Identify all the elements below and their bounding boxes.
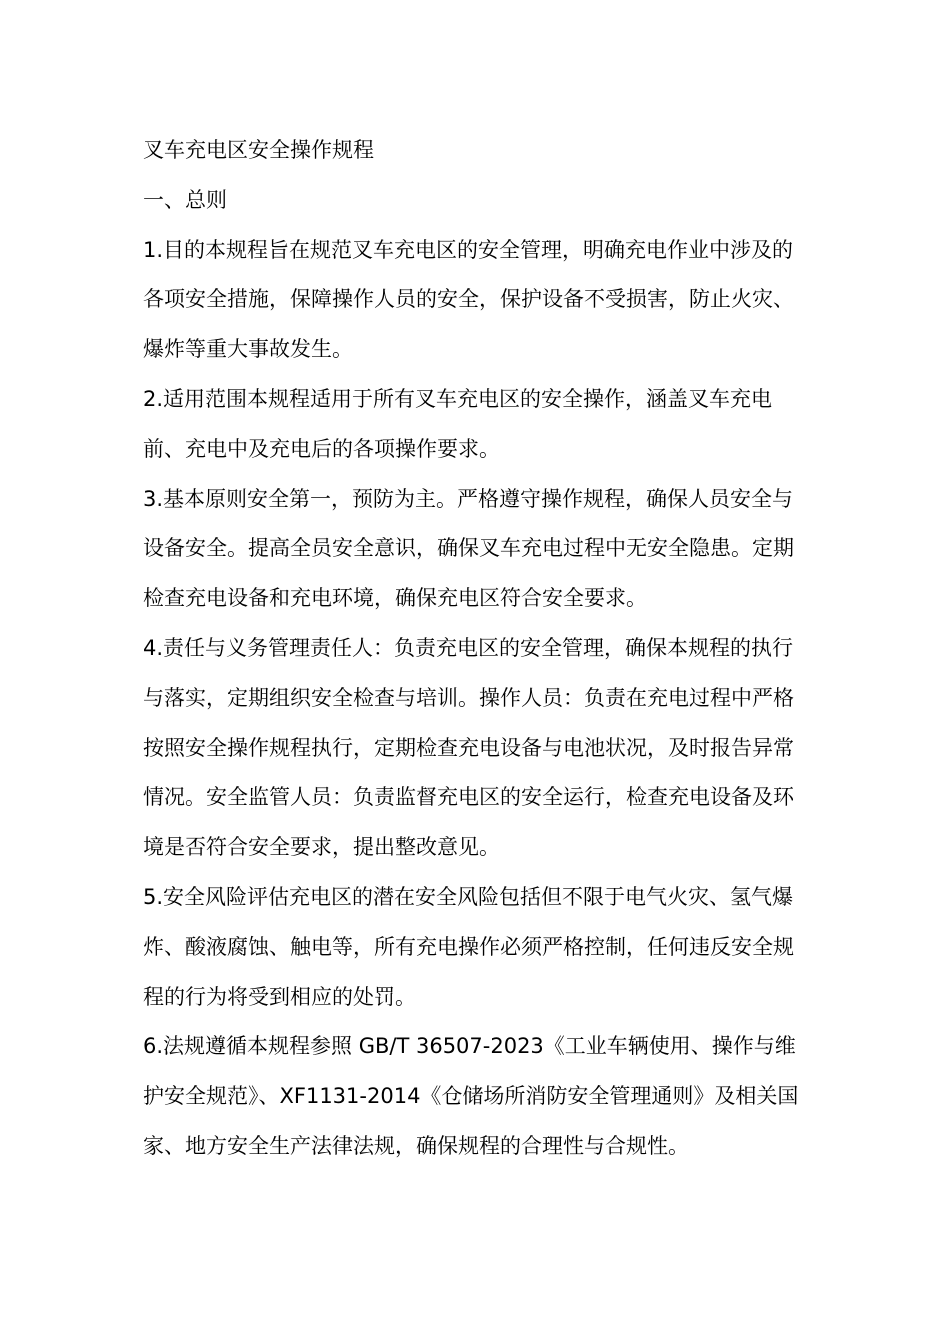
paragraph-principles: 3.基本原则安全第一，预防为主。严格遵守操作规程，确保人员安全与设备安全。提高全员安全意识，确保叉车充电过程中无安全隐患。定期检查充电设备和充电环境，确保充电区符合安全要求。 xyxy=(143,486,794,611)
document-title: 叉车充电区安全操作规程 xyxy=(143,138,374,162)
paragraph-regulations: 6.法规遵循本规程参照 GB/T 36507-2023《工业车辆使用、操作与维护安全规范》、XF1131-2014《仓储场所消防安全管理通则》及相关国家、地方安全生产法律法规，确保规程的合理性与合规性。 xyxy=(143,1034,799,1158)
paragraph-scope: 2.适用范围本规程适用于所有叉车充电区的安全操作，涵盖叉车充电前、充电中及充电后的各项操作要求。 xyxy=(143,386,773,461)
paragraph-purpose: 1.目的本规程旨在规范叉车充电区的安全管理，明确充电作业中涉及的各项安全措施，保障操作人员的安全，保护设备不受损害，防止火灾、爆炸等重大事故发生。 xyxy=(143,237,794,362)
document-body xyxy=(143,126,809,1172)
section-heading: 一、总则 xyxy=(143,187,227,212)
paragraph-risk-assessment: 5.安全风险评估充电区的潜在安全风险包括但不限于电气火灾、氢气爆炸、酸液腐蚀、触电等，所有充电操作必须严格控制，任何违反安全规程的行为将受到相应的处罚。 xyxy=(143,884,794,1009)
paragraph-responsibilities: 4.责任与义务管理责任人：负责充电区的安全管理，确保本规程的执行与落实，定期组织安全检查与培训。操作人员：负责在充电过程中严格按照安全操作规程执行，定期检查充电设备与电池状况，及时报告异常情况。安全监管人员：负责监督充电区的安全运行，检查充电设备及环境是否符合安全要求，提出整改意见。 xyxy=(143,635,794,860)
